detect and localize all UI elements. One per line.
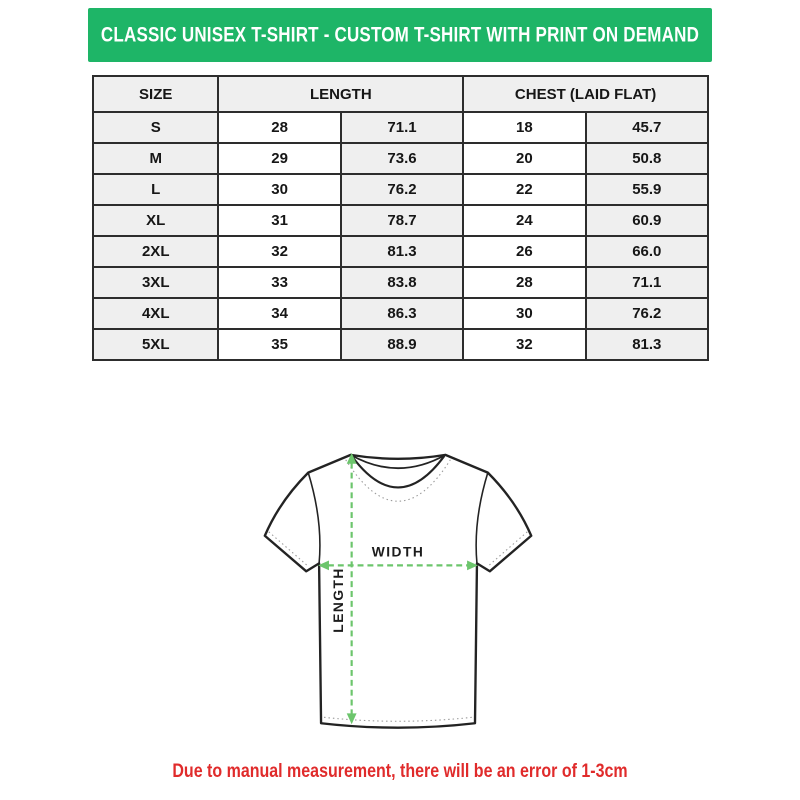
length-label: LENGTH [329,567,346,633]
col-header-size: SIZE [93,76,218,112]
title-banner [88,8,712,62]
chest-cm-cell: 55.9 [586,174,708,205]
length-in-cell: 34 [218,298,340,329]
chest-in-cell: 24 [463,205,585,236]
chest-in-cell: 20 [463,143,585,174]
length-in-cell: 31 [218,205,340,236]
length-in-cell: 32 [218,236,340,267]
length-in-cell: 35 [218,329,340,360]
chest-in-cell: 32 [463,329,585,360]
tshirt-measurement-diagram [252,440,548,746]
chest-in-cell: 28 [463,267,585,298]
length-cm-cell: 73.6 [341,143,463,174]
length-cm-cell: 76.2 [341,174,463,205]
chest-cm-cell: 60.9 [586,205,708,236]
table-row [93,267,708,298]
length-cm-cell: 88.9 [341,329,463,360]
tshirt-outline-icon [265,455,531,728]
chest-cm-cell: 81.3 [586,329,708,360]
table-row [93,205,708,236]
length-in-cell: 33 [218,267,340,298]
size-cell: XL [93,205,218,236]
table-header-row [93,76,708,112]
page-title: CLASSIC UNISEX T-SHIRT - CUSTOM T-SHIRT WITH PRINT ON DEMAND [100,22,700,47]
table-row [93,329,708,360]
length-cm-cell: 86.3 [341,298,463,329]
length-cm-cell: 83.8 [341,267,463,298]
size-cell: 4XL [93,298,218,329]
chest-in-cell: 22 [463,174,585,205]
chest-in-cell: 18 [463,112,585,143]
length-in-cell: 28 [218,112,340,143]
size-cell: 2XL [93,236,218,267]
table-row [93,298,708,329]
chest-in-cell: 30 [463,298,585,329]
length-in-cell: 29 [218,143,340,174]
size-cell: M [93,143,218,174]
col-header-chest: CHEST (LAID FLAT) [463,76,708,112]
table-row [93,112,708,143]
size-cell: 5XL [93,329,218,360]
table-row [93,236,708,267]
table-row [93,143,708,174]
chest-in-cell: 26 [463,236,585,267]
size-cell: L [93,174,218,205]
size-table [92,75,709,361]
size-cell: 3XL [93,267,218,298]
chest-cm-cell: 50.8 [586,143,708,174]
size-cell: S [93,112,218,143]
length-cm-cell: 81.3 [341,236,463,267]
table-row [93,174,708,205]
length-in-cell: 30 [218,174,340,205]
chest-cm-cell: 71.1 [586,267,708,298]
chest-cm-cell: 66.0 [586,236,708,267]
length-cm-cell: 71.1 [341,112,463,143]
chest-cm-cell: 76.2 [586,298,708,329]
col-header-length: LENGTH [218,76,463,112]
measurement-note: Due to manual measurement, there will be an error of 1-3cm [172,761,628,782]
chest-cm-cell: 45.7 [586,112,708,143]
width-label: WIDTH [371,543,425,560]
length-cm-cell: 78.7 [341,205,463,236]
